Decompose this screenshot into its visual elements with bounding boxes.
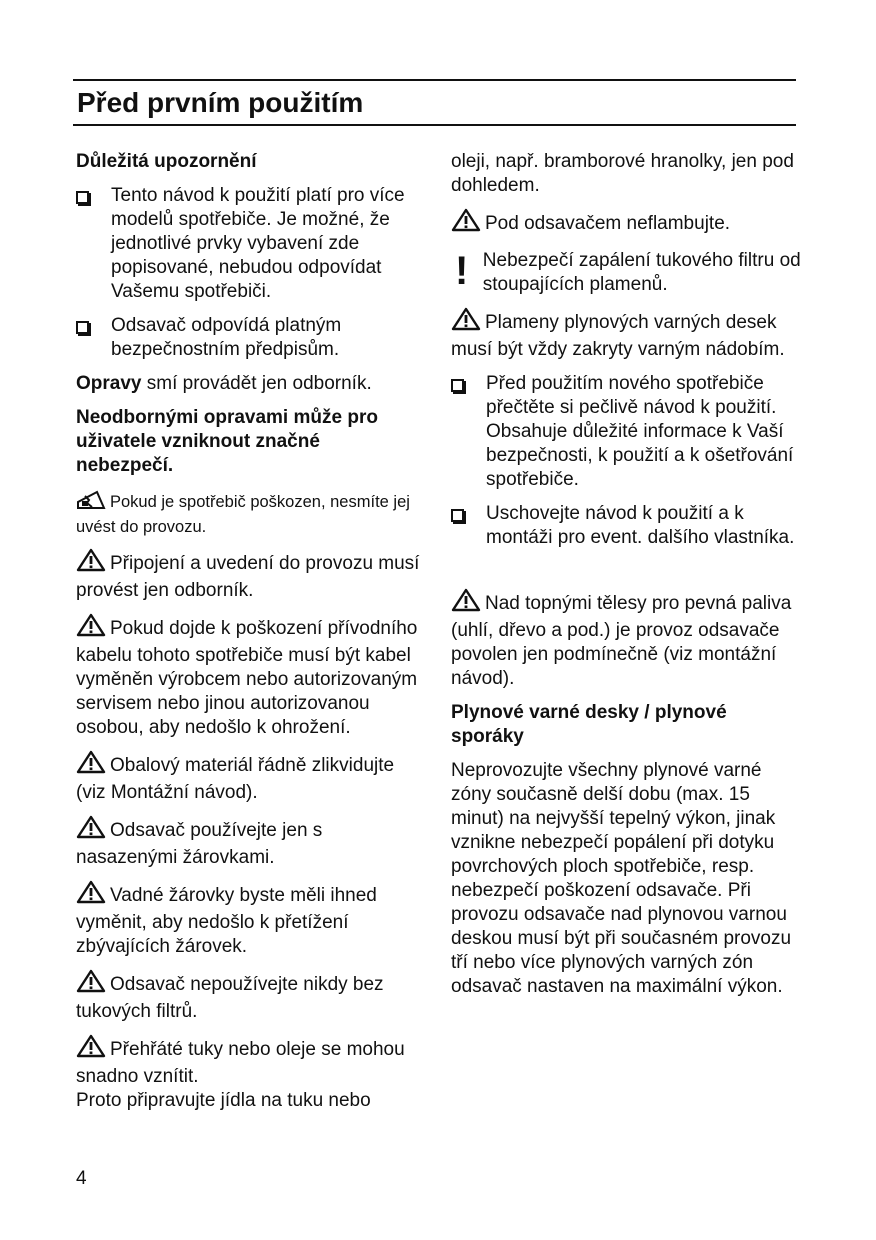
warning-triangle-icon (76, 969, 106, 1000)
warning-paragraph (451, 588, 801, 691)
warning-triangle-icon (76, 613, 106, 644)
warning-paragraph (76, 880, 421, 959)
damaged-paragraph (76, 488, 421, 538)
continued-text: oleji, např. bramborové hranolky, jen pod dohledem. (451, 151, 794, 196)
checkbox-square-icon (76, 321, 89, 334)
exclamation-icon: ! (455, 249, 469, 293)
warning-paragraph (451, 208, 801, 239)
checklist-item (76, 314, 421, 362)
warning-triangle-icon (76, 750, 106, 781)
title-underline (73, 124, 796, 126)
continued-text: Proto připravujte jídla na tuku nebo (76, 1090, 371, 1111)
checklist-text: Před použitím nového spotřebiče přečtěte si pečlivě návod k použití. Obsahuje důležité informace k Vaší bezpečnosti, k použití a k ošetřování spotřebiče. (486, 373, 794, 490)
warning-triangle-icon (451, 208, 481, 239)
warning-text: Přehřáté tuky nebo oleje se mohou snadno vznítit. (76, 1039, 405, 1087)
repairs-bold: Opravy (76, 373, 142, 394)
gas-paragraph: Neprovozujte všechny plynové varné zóny současně delší dobu (max. 15 minut) na nejvyšší tepelný výkon, jinak vznikne nebezpečí popálení při dotyku povrchových ploch spotřebiče, resp. nebezpečí poškození odsavače. Při provozu odsavače nad plynovou varnou deskou musí být při současném provozu tří nebo více plynových varných zón odsavač nastaven na maximální výkon. (451, 760, 792, 997)
right-column (451, 150, 801, 1009)
warning-text: Pokud dojde k poškození přívodního kabelu tohoto spotřebiče musí být kabel vyměněn výrobcem nebo autorizovaným servisem nebo jinou autorizovanou osobou, aby nedošlo k ohrožení. (76, 618, 418, 738)
left-column (76, 150, 421, 1123)
warning-text: Pod odsavačem neflambujte. (485, 213, 731, 234)
warning-triangle-icon (76, 1034, 106, 1065)
warning-triangle-icon (76, 815, 106, 846)
spacer (451, 560, 801, 588)
gas-heading: Plynové varné desky / plynové sporáky (451, 702, 727, 747)
checklist-item (451, 372, 801, 492)
danger-paragraph: Neodbornými opravami může pro uživatele vzniknout značné nebezpečí. (76, 407, 378, 476)
warning-paragraph (76, 969, 421, 1024)
warning-paragraph (76, 815, 421, 870)
warning-text: Připojení a uvedení do provozu musí provést jen odborník. (76, 553, 420, 601)
warning-text: Obalový materiál řádně zlikvidujte (viz Montážní návod). (76, 755, 395, 803)
page-number: 4 (76, 1168, 87, 1189)
checklist-text: Odsavač odpovídá platným bezpečnostním předpisům. (111, 315, 342, 360)
section-heading: Důležitá upozornění (76, 151, 257, 172)
repairs-text: smí provádět jen odborník. (141, 373, 372, 394)
warning-paragraph (76, 548, 421, 603)
checkbox-square-icon (451, 379, 464, 392)
warning-paragraph (76, 750, 421, 805)
checkbox-square-icon (76, 191, 89, 204)
danger-note-text: Nebezpečí zapálení tukového filtru od stoupajících plamenů. (482, 250, 801, 295)
checkbox-square-icon (451, 509, 464, 522)
page-title: Před prvním použitím (77, 87, 364, 118)
warning-paragraph (76, 613, 421, 740)
damaged-appliance-icon (76, 488, 106, 516)
warning-text: Nad topnými tělesy pro pevná paliva (uhlí, dřevo a pod.) je provoz odsavače povolen jen podmínečně (viz montážní návod). (451, 593, 792, 689)
warning-triangle-icon (76, 880, 106, 911)
warning-text: Pokud je spotřebič poškozen, nesmíte jej uvést do provozu. (76, 493, 410, 536)
warning-triangle-icon (451, 588, 481, 619)
warning-text: Odsavač používejte jen s nasazenými žárovkami. (76, 820, 323, 868)
checklist-text: Tento návod k použití platí pro více modelů spotřebiče. Je možné, že jednotlivé prvky vybavení zde popisované, nebudou odpovídat Vašemu spotřebiči. (111, 185, 405, 302)
danger-note (451, 249, 801, 297)
warning-paragraph (76, 1034, 421, 1089)
top-rule (73, 79, 796, 81)
warning-text: Vadné žárovky byste měli ihned vyměnit, aby nedošlo k přetížení zbývajících žárovek. (76, 885, 377, 957)
checklist-item (451, 502, 801, 550)
warning-triangle-icon (451, 307, 481, 338)
warning-text: Odsavač nepoužívejte nikdy bez tukových filtrů. (76, 974, 384, 1022)
warning-text: Plameny plynových varných desek musí být vždy zakryty varným nádobím. (451, 312, 785, 360)
repairs-paragraph (76, 372, 421, 396)
warning-triangle-icon (76, 548, 106, 579)
checklist-text: Uschovejte návod k použití a k montáži pro event. dalšího vlastníka. (486, 503, 795, 548)
warning-paragraph (451, 307, 801, 362)
checklist-item (76, 184, 421, 304)
